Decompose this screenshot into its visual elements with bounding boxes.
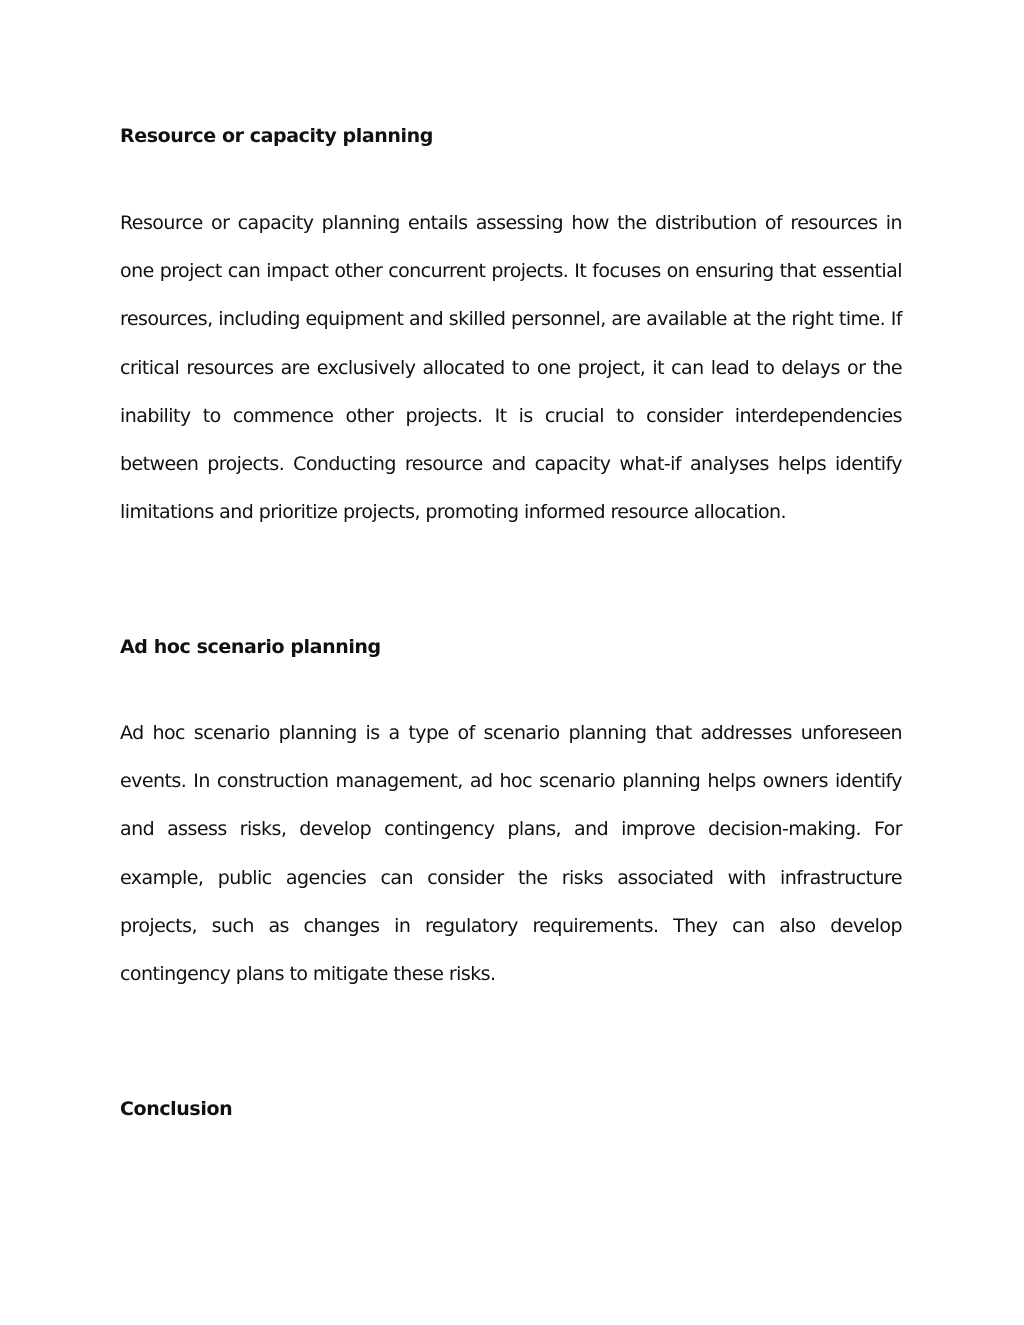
section-body-ad-hoc-planning: Ad hoc scenario planning is a type of scenario planning that addresses unforeseen events. In construction management, ad hoc scenario planning helps owners identify and assess risks, develop contingency plans, and improve decision-making. For example, public agencies can consider the risks associated with infrastructure projects, such as changes in regulatory requirements. They can also develop contingency plans to mitigate these risks.	[120, 722, 902, 986]
section-heading-resource-planning: Resource or capacity planning	[120, 125, 433, 147]
section-body-resource-planning: Resource or capacity planning entails assessing how the distribution of resources in one project can impact other concurrent projects. It focuses on ensuring that essential resources, including equipment and skilled personnel, are available at the right time. If critical resources are exclusively allocated to one project, it can lead to delays or the inability to commence other projects. It is crucial to consider interdependencies between projects. Conducting resource and capacity what-if analyses helps identify limitations and prioritize projects, promoting informed resource allocation.	[120, 212, 902, 524]
section-heading-conclusion: Conclusion	[120, 1098, 233, 1120]
section-heading-ad-hoc-planning: Ad hoc scenario planning	[120, 636, 381, 658]
